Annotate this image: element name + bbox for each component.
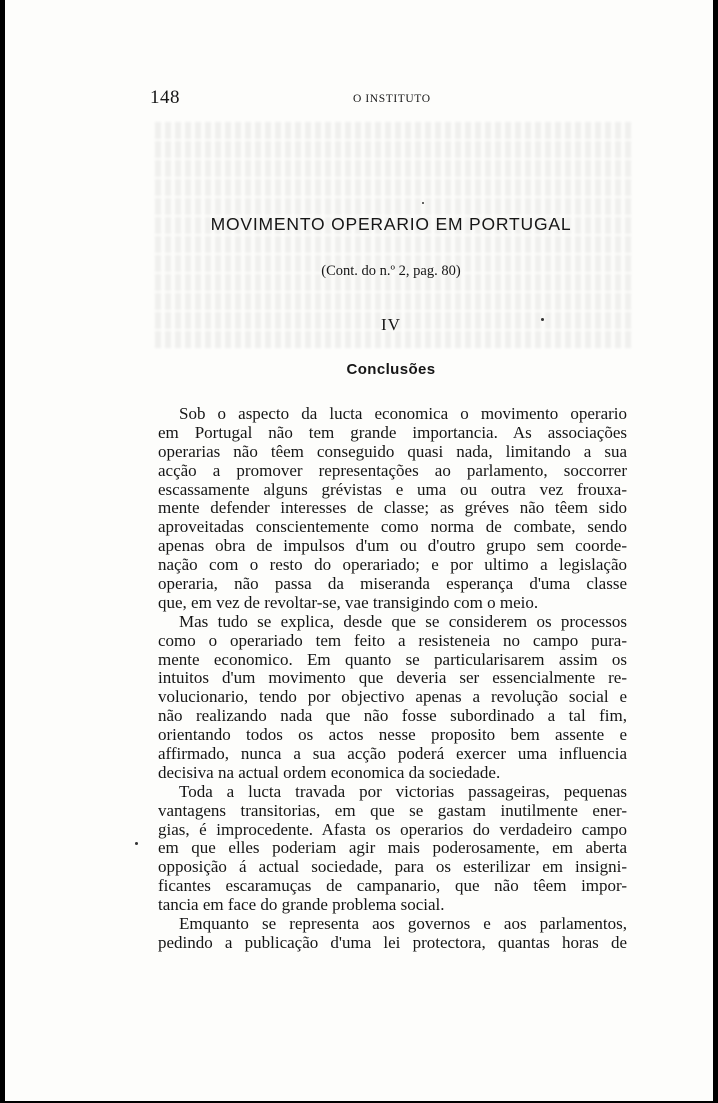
text-line: intuitos d'um movimento que deveria ser essencialmente re- <box>158 668 627 688</box>
print-speck <box>541 318 544 321</box>
text-line: mente defender interesses de classe; as gréves não têem sido <box>158 498 627 518</box>
text-line: escassamente alguns grévistas e uma ou outra vez frouxa- <box>158 479 627 499</box>
print-speck <box>135 842 138 845</box>
text-line: pedindo a publicação d'uma lei protectora, quantas horas de <box>158 932 627 952</box>
text-line: affirmado, nunca a sua acção poderá exercer uma influencia <box>158 744 627 764</box>
text-line: apenas obra de impulsos d'um ou d'outro grupo sem coorde- <box>158 536 627 556</box>
article-title: MOVIMENTO OPERARIO EM PORTUGAL <box>210 214 572 234</box>
text-line: tancia em face do grande problema social. <box>158 895 445 915</box>
text-line: operarias não têem conseguido quasi nada, limitando a sua <box>158 441 627 461</box>
text-line: acção a promover representações ao parlamento, soccorrer <box>158 460 627 480</box>
text-line: aproveitadas conscientemente como norma de combate, sendo <box>158 517 627 537</box>
page-number: 148 <box>150 87 180 108</box>
section-title: Conclusões <box>346 361 436 378</box>
text-line: nação com o resto do operariado; e por ultimo a legislação <box>158 555 627 575</box>
text-line: volucionario, tendo por objectivo apenas a revolução social e <box>158 687 627 707</box>
book-page <box>5 0 713 1101</box>
running-head <box>5 87 713 117</box>
text-line: ficantes escaramuças de campanario, que não têem impor- <box>158 876 627 896</box>
text-line: vantagens transitorias, em que se gastam inutilmente ener- <box>158 800 627 820</box>
text-line: orientando todos os actos nesse proposito bem assente e <box>158 725 627 745</box>
journal-title: O INSTITUTO <box>353 93 431 105</box>
text-line: em Portugal não tem grande importancia. As associações <box>158 422 627 442</box>
continuation-note: (Cont. do n.º 2, pag. 80) <box>321 263 461 279</box>
body-text <box>158 405 627 953</box>
text-line: que, em vez de revoltar-se, vae transigindo com o meio. <box>158 592 539 612</box>
section-number: IV <box>381 315 401 334</box>
text-line: Sob o aspecto da lucta economica o movimento operario <box>179 404 627 423</box>
text-line: gias, é improcedente. Afasta os operarios do verdadeiro campo <box>158 819 627 839</box>
text-line: Mas tudo se explica, desde que se considerem os processos <box>179 611 627 631</box>
text-line: operaria, não passa da miseranda esperança d'uma classe <box>158 574 627 594</box>
text-line: não realizando nada que não fosse subordinado a tal fim, <box>158 706 627 726</box>
text-line: Emquanto se representa aos governos e aos parlamentos, <box>179 914 627 934</box>
text-line: mente economico. Em quanto se particularisarem assim os <box>158 649 627 669</box>
text-line: Toda a lucta travada por victorias passageiras, pequenas <box>179 781 627 801</box>
text-line: opposição á actual sociedade, para os esterilizar em insigni- <box>158 857 627 877</box>
text-line: como o operariado tem feito a resisteneia no campo pura- <box>158 630 627 650</box>
print-speck <box>422 202 424 204</box>
text-line: em que elles poderiam agir mais poderosamente, em aberta <box>158 838 627 858</box>
text-line: decisiva na actual ordem economica da sociedade. <box>158 762 501 782</box>
